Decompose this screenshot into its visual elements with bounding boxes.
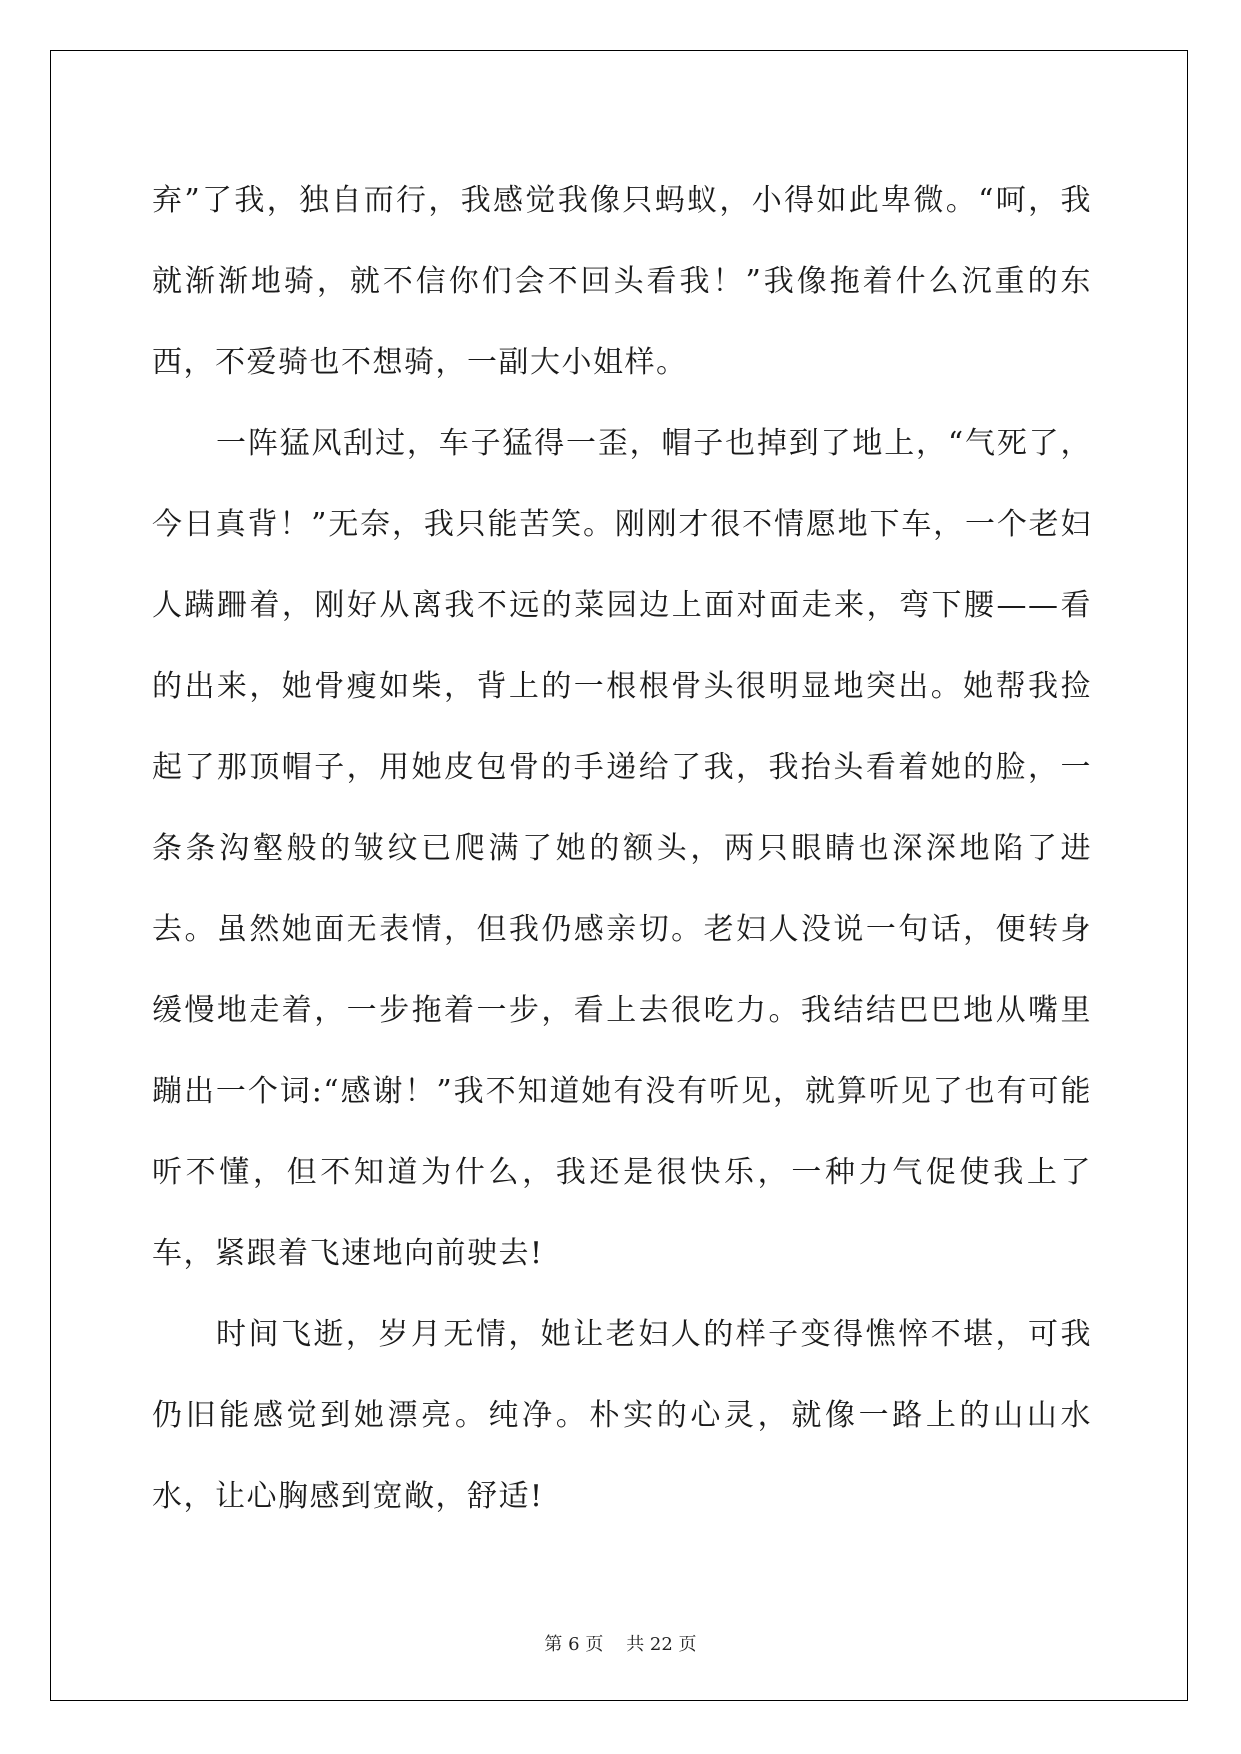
paragraph-1: 弃”了我，独自而行，我感觉我像只蚂蚁，小得如此卑微。“呵，我就渐渐地骑，就不信你们会不回头看我！”我像拖着什么沉重的东西，不爱骑也不想骑，一副大小姐样。 [152,183,1092,380]
document-body [152,160,1092,1537]
paragraph-3: 时间飞逝，岁月无情，她让老妇人的样子变得憔悴不堪，可我仍旧能感觉到她漂亮。纯净。朴实的心灵，就像一路上的山山水水，让心胸感到宽敞，舒适! [152,1317,1092,1514]
page-number-footer: 第 6 页 共 22 页 [544,1634,697,1655]
paragraph-2: 一阵猛风刮过，车子猛得一歪，帽子也掉到了地上，“气死了，今日真背！”无奈，我只能苦笑。刚刚才很不情愿地下车，一个老妇人蹒跚着，刚好从离我不远的菜园边上面对面走来，弯下腰——看的出来，她骨瘦如柴，背上的一根根骨头很明显地突出。她帮我捡起了那顶帽子，用她皮包骨的手递给了我，我抬头看着她的脸，一条条沟壑般的皱纹已爬满了她的额头，两只眼睛也深深地陷了进去。虽然她面无表情，但我仍感亲切。老妇人没说一句话，便转身缓慢地走着，一步拖着一步，看上去很吃力。我结结巴巴地从嘴里蹦出一个词:“感谢！”我不知道她有没有听见，就算听见了也有可能听不懂，但不知道为什么，我还是很快乐，一种力气促使我上了车，紧跟着飞速地向前驶去! [152,426,1092,1271]
